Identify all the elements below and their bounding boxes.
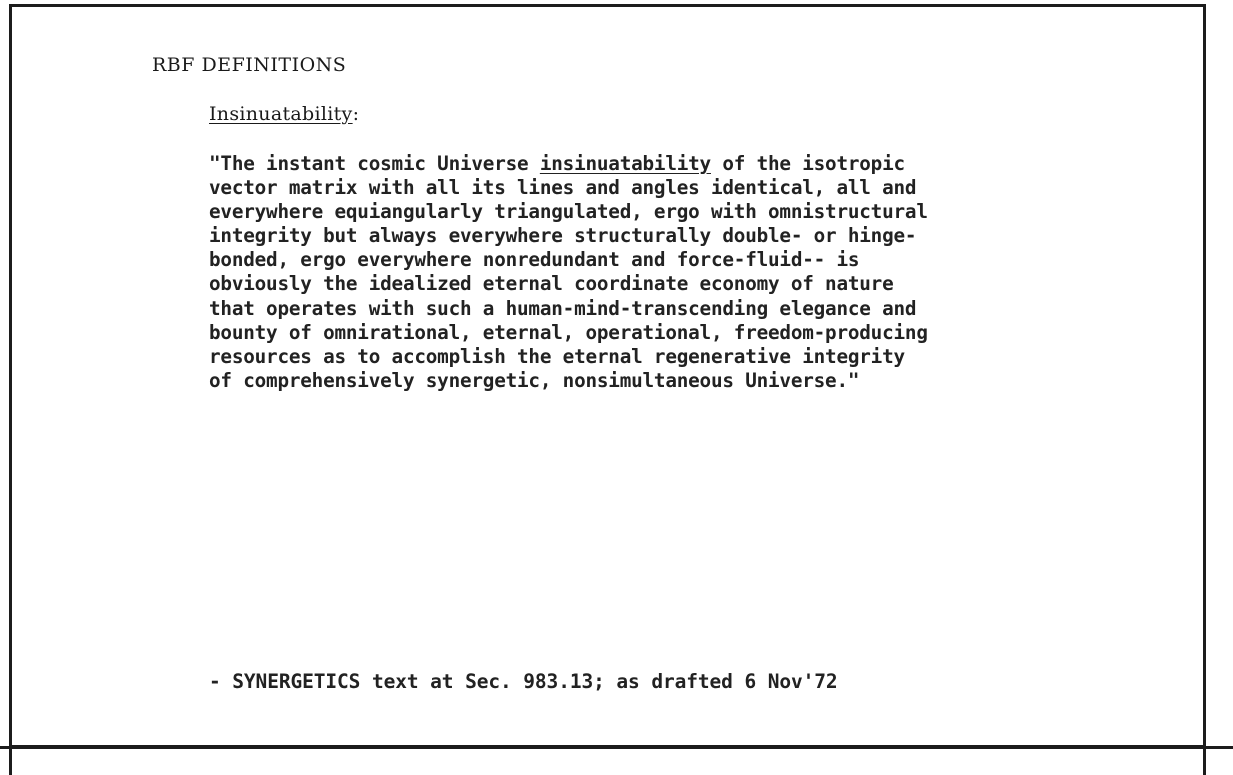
next-card-left-edge bbox=[9, 748, 12, 775]
term-colon: : bbox=[352, 103, 360, 125]
definition-quote bbox=[209, 152, 1169, 393]
quote-line: obviously the idealized eternal coordinate economy of nature bbox=[209, 272, 894, 296]
card-bottom-rule bbox=[0, 746, 1233, 749]
quote-line: of comprehensively synergetic, nonsimultaneous Universe." bbox=[209, 368, 860, 392]
quote-line: vector matrix with all its lines and angles identical, all and bbox=[209, 176, 917, 200]
term-title bbox=[209, 103, 359, 125]
term-word: Insinuatability bbox=[209, 103, 353, 125]
next-card-right-edge bbox=[1203, 748, 1206, 775]
quote-line: integrity but always everywhere structurally double- or hinge- bbox=[209, 224, 917, 248]
quote-line: that operates with such a human-mind-transcending elegance and bbox=[209, 296, 917, 320]
quote-line-end: of the isotropic bbox=[710, 152, 905, 175]
quote-line: bounty of omnirational, eternal, operational, freedom-producing bbox=[209, 320, 928, 344]
quote-term-underlined: insinuatability bbox=[539, 152, 711, 175]
quote-line: everywhere equiangularly triangulated, ergo with omnistructural bbox=[209, 200, 928, 224]
quote-line: resources as to accomplish the eternal regenerative integrity bbox=[209, 344, 905, 368]
card-heading: RBF DEFINITIONS bbox=[152, 54, 347, 76]
source-citation: - SYNERGETICS text at Sec. 983.13; as drafted 6 Nov'72 bbox=[209, 670, 838, 693]
quote-line: bonded, ergo everywhere nonredundant and force-fluid-- is bbox=[209, 248, 860, 272]
quote-line-start: "The instant cosmic Universe bbox=[209, 152, 540, 175]
quote-line bbox=[209, 152, 1169, 176]
